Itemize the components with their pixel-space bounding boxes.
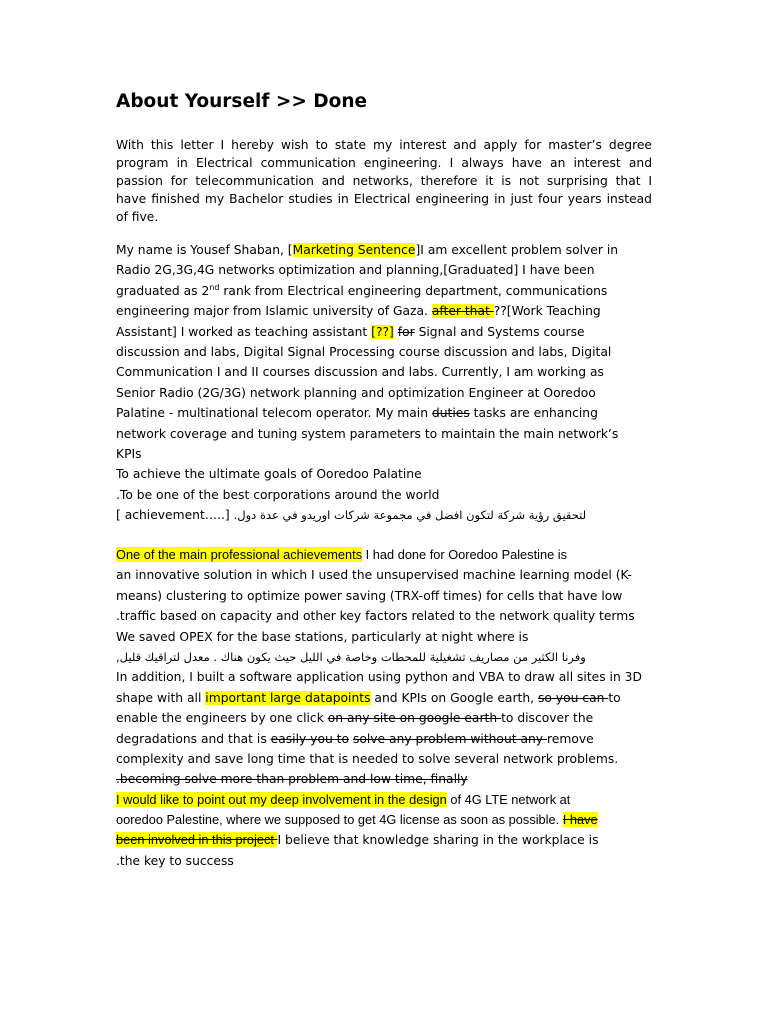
intro-line: passion for telecommunication and networks, therefore it is not surprising that I	[116, 174, 652, 189]
text-line	[116, 545, 656, 565]
struck-text: .becoming solve more than problem and low time, finally	[116, 772, 468, 787]
text-line: Radio 2G,3G,4G networks optimization and planning,[Graduated] I have been	[116, 263, 595, 278]
text-line	[116, 301, 656, 321]
superscript: nd	[209, 282, 220, 292]
text-run: Signal and Systems course	[414, 324, 585, 339]
text-run: ??[Work Teaching	[493, 304, 601, 319]
arabic-text: لتحقيق رؤية شركة لتكون افضل في مجموعة شركات اوريدو في عدة دول.	[233, 508, 587, 523]
highlight-achievements: One of the main professional achievements	[116, 547, 363, 562]
text-line	[116, 240, 656, 260]
text-line: an innovative solution in which I used the unsupervised machine learning model (K-	[116, 568, 632, 583]
text-run: to discover the	[501, 711, 594, 726]
text-line: Communication I and II courses discussion and labs. Currently, I am working as	[116, 365, 604, 380]
text-line	[116, 729, 656, 749]
struck-text: on any site on google earth	[327, 711, 502, 726]
struck-text: solve any problem without any	[352, 731, 547, 746]
text-line	[116, 281, 656, 301]
text-line: .traffic based on capacity and other key factors related to the network quality terms	[116, 609, 635, 624]
text-run: to	[608, 690, 621, 705]
text-run: ooredoo Palestine, where we supposed to get 4G license as soon as possible.	[116, 812, 563, 828]
text-run: of 4G LTE network at	[446, 791, 571, 807]
intro-line: program in Electrical communication engineering. I always have an interest and	[116, 156, 652, 171]
intro-line: With this letter I hereby wish to state my interest and apply for master’s degree	[116, 138, 652, 152]
text-line: Senior Radio (2G/3G) network planning and optimization Engineer at Ooredoo	[116, 385, 596, 400]
text-run: rank from Electrical engineering department, communications	[219, 283, 608, 298]
text-line	[116, 322, 656, 342]
struck-text: easily you to	[270, 731, 350, 746]
struck-text: duties	[431, 406, 470, 421]
text-line	[116, 403, 656, 423]
about-paragraph	[116, 240, 656, 525]
text-line: means) clustering to optimize power saving (TRX-off times) for cells that have low	[116, 588, 623, 603]
text-line	[116, 769, 656, 789]
text-run: I believe that knowledge sharing in the workplace is	[277, 833, 599, 848]
highlight-struck-text: after that	[431, 304, 494, 319]
highlight-involvement: I would like to point out my deep involvement in the design	[116, 791, 447, 807]
text-line	[116, 830, 656, 850]
text-run: My name is Yousef Shaban, [	[116, 243, 293, 257]
text-line: .the key to success	[116, 853, 234, 868]
text-run: shape with all	[116, 690, 206, 705]
text-run: engineering major from Islamic university of Gaza.	[116, 304, 432, 319]
text-line	[116, 647, 656, 667]
arabic-text: وفرنا الكثير من مصاريف تشغيلية للمحطات وخاصة في الليل حيث يكون هناك . معدل لتراقيك قليل,	[116, 649, 586, 664]
text-run: and KPIs on Google earth,	[370, 690, 538, 705]
highlight-struck-text: been involved in this project	[116, 832, 278, 848]
text-line: complexity and save long time that is needed to solve several network problems.	[116, 751, 619, 766]
text-line: .To be one of the best corporations around the world	[116, 487, 440, 502]
text-line	[116, 505, 656, 525]
text-line: In addition, I built a software application using python and VBA to draw all sites in 3D	[116, 670, 642, 685]
text-line: We saved OPEX for the base stations, particularly at night where is	[116, 629, 529, 644]
text-line	[116, 708, 656, 728]
text-line	[116, 790, 656, 810]
text-run: I had done for Ooredoo Palestine is	[362, 547, 568, 562]
highlight-marketing-sentence: Marketing Sentence	[292, 243, 416, 257]
text-run: graduated as 2	[116, 283, 210, 298]
text-run: Palatine - multinational telecom operator. My main	[116, 406, 432, 421]
text-run: degradations and that is	[116, 731, 271, 746]
text-run: Assistant] I worked as teaching assistant	[116, 324, 372, 339]
text-line: network coverage and tuning system parameters to maintain the main network’s	[116, 426, 619, 441]
text-line: discussion and labs, Digital Signal Processing course discussion and labs, Digital	[116, 344, 612, 359]
text-run: tasks are enhancing	[469, 406, 598, 421]
achievements-paragraph	[116, 545, 656, 871]
page-title: About Yourself >> Done	[116, 91, 368, 112]
text-line	[116, 688, 656, 708]
intro-line: of five.	[116, 210, 159, 225]
struck-text: for	[397, 324, 415, 339]
text-run: [ achievement…..]	[116, 508, 234, 523]
text-run: enable the engineers by one click	[116, 711, 328, 726]
text-run: remove	[547, 731, 594, 746]
highlight-struck-text: I have	[562, 812, 598, 828]
text-run: ]I am excellent problem solver in	[415, 243, 619, 257]
text-line	[116, 810, 656, 830]
intro-paragraph	[116, 136, 652, 226]
intro-line: have finished my Bachelor studies in Electrical engineering in just four years instead	[116, 192, 652, 207]
highlight-question: [??]	[371, 324, 394, 339]
struck-text: so you can	[537, 690, 609, 705]
text-line: KPIs	[116, 446, 142, 461]
highlight-datapoints: important large datapoints	[205, 690, 371, 705]
text-line: To achieve the ultimate goals of Ooredoo Palatine	[116, 467, 422, 482]
